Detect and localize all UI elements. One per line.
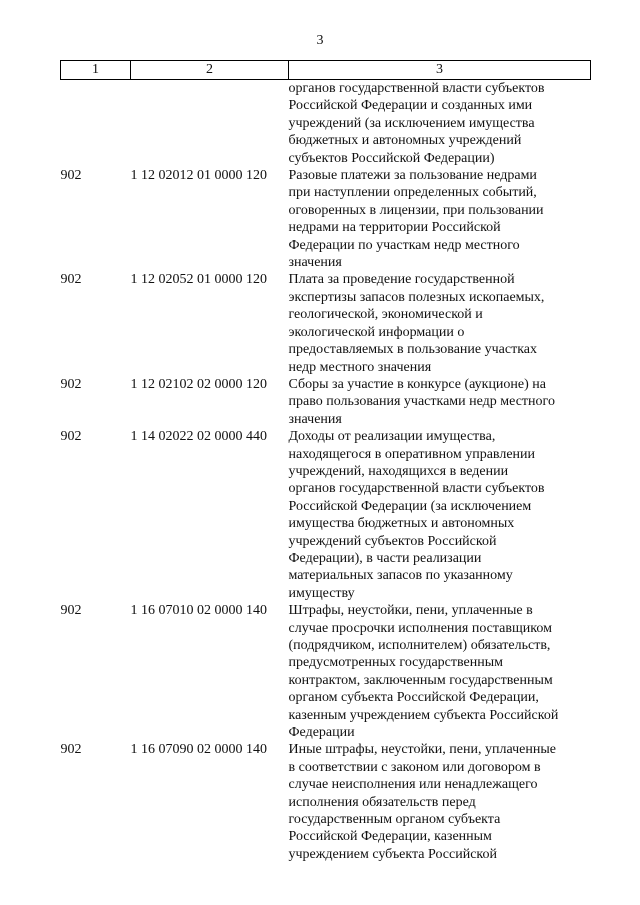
continuation-description xyxy=(289,80,591,168)
description-line: бюджетных и автономных учреждений xyxy=(288,133,522,149)
description-line: находящегося в оперативном управлении xyxy=(288,446,536,462)
description-line: имущества бюджетных и автономных xyxy=(288,516,515,532)
admin-code-cell: 902 xyxy=(60,376,82,392)
description-cell xyxy=(289,602,591,741)
description-line: при наступлении определенных событий, xyxy=(288,185,537,201)
table-row xyxy=(61,428,591,602)
description-line: (подрядчиком, исполнителем) обязательств, xyxy=(288,638,551,653)
header-col-1: 1 xyxy=(61,61,131,80)
description-line: органом субъекта Российской Федерации, xyxy=(288,690,539,706)
description-line: Штрафы, неустойки, пени, уплаченные в xyxy=(288,603,533,619)
description-line: значения xyxy=(288,411,342,427)
description-line: случае неисполнения или ненадлежащего xyxy=(288,777,538,793)
budget-code-cell: 1 12 02012 01 0000 120 xyxy=(130,168,267,184)
description-line: учреждений, находящихся в ведении xyxy=(288,463,509,479)
description-line: Доходы от реализации имущества, xyxy=(288,429,496,445)
description-line: случае просрочки исполнения поставщиком xyxy=(288,620,552,636)
budget-code-cell: 1 16 07090 02 0000 140 xyxy=(130,742,267,758)
description-line: геологической, экономической и xyxy=(288,307,483,323)
description-line: Российской Федерации, казенным xyxy=(288,829,492,845)
admin-code-cell: 902 xyxy=(60,603,82,619)
description-cell xyxy=(289,376,591,428)
admin-code-cell: 902 xyxy=(60,272,82,288)
description-line: предусмотренных государственным xyxy=(288,655,503,671)
description-line: учреждений (за исключением имущества xyxy=(288,115,535,131)
table-row xyxy=(61,271,591,375)
description-line: материальных запасов по указанному xyxy=(288,568,513,584)
description-line: экологической информации о xyxy=(288,324,465,340)
table-row xyxy=(61,376,591,428)
description-line: казенным учреждением субъекта Российской xyxy=(288,707,559,723)
description-line: имуществу xyxy=(288,585,355,601)
description-line: право пользования участками недр местного xyxy=(288,394,555,410)
description-line: органов государственной власти субъектов xyxy=(288,81,545,96)
description-line: Иные штрафы, неустойки, пени, уплаченные xyxy=(288,742,556,758)
description-line: Федерации), в части реализации xyxy=(288,550,482,566)
description-line: Плата за проведение государственной xyxy=(288,272,515,288)
description-line: учреждением субъекта Российской xyxy=(288,846,498,862)
description-line: контрактом, заключенным государственным xyxy=(288,672,553,688)
description-line: недрами на территории Российской xyxy=(288,220,501,236)
header-col-2: 2 xyxy=(131,61,289,80)
table-row xyxy=(61,741,591,863)
budget-code-cell: 1 16 07010 02 0000 140 xyxy=(130,603,267,619)
description-line: Российской Федерации и созданных ими xyxy=(288,98,533,114)
description-cell xyxy=(289,741,591,863)
description-line: органов государственной власти субъектов xyxy=(288,481,545,497)
description-line: предоставляемых в пользование участках xyxy=(288,342,538,358)
description-line: субъектов Российской Федерации) xyxy=(288,150,495,166)
revenue-codes-table xyxy=(60,60,591,863)
description-line: государственным органом субъекта xyxy=(288,812,501,828)
description-cell xyxy=(289,167,591,271)
description-cell xyxy=(289,428,591,602)
admin-code-cell: 902 xyxy=(60,429,82,445)
description-line: Федерации xyxy=(288,725,355,741)
description-cell xyxy=(289,271,591,375)
description-line: исполнения обязательств перед xyxy=(288,794,476,810)
admin-code-cell: 902 xyxy=(60,168,82,184)
description-line: Разовые платежи за пользование недрами xyxy=(288,168,537,184)
continuation-code-cell xyxy=(131,80,289,168)
budget-code-cell: 1 12 02052 01 0000 120 xyxy=(130,272,267,288)
header-col-3: 3 xyxy=(289,61,591,80)
description-line: оговоренных в лицензии, при пользовании xyxy=(288,202,544,218)
description-line: Федерации по участкам недр местного xyxy=(288,237,520,253)
description-line: учреждений субъектов Российской xyxy=(288,533,497,549)
budget-code-cell: 1 12 02102 02 0000 120 xyxy=(130,376,267,392)
description-line: Российской Федерации (за исключением xyxy=(288,498,532,514)
description-line: экспертизы запасов полезных ископаемых, xyxy=(288,289,545,305)
description-line: значения xyxy=(288,255,342,271)
table-row xyxy=(61,167,591,271)
description-line: недр местного значения xyxy=(288,359,432,375)
budget-code-cell: 1 14 02022 02 0000 440 xyxy=(130,429,267,445)
continuation-row xyxy=(61,80,591,168)
admin-code-cell: 902 xyxy=(60,742,82,758)
table-row xyxy=(61,602,591,741)
continuation-admin-cell xyxy=(61,80,131,168)
description-line: в соответствии с законом или договором в xyxy=(288,759,541,775)
description-line: Сборы за участие в конкурсе (аукционе) на xyxy=(288,376,546,392)
table-header-row xyxy=(61,61,591,80)
page-number: 3 xyxy=(316,33,324,48)
